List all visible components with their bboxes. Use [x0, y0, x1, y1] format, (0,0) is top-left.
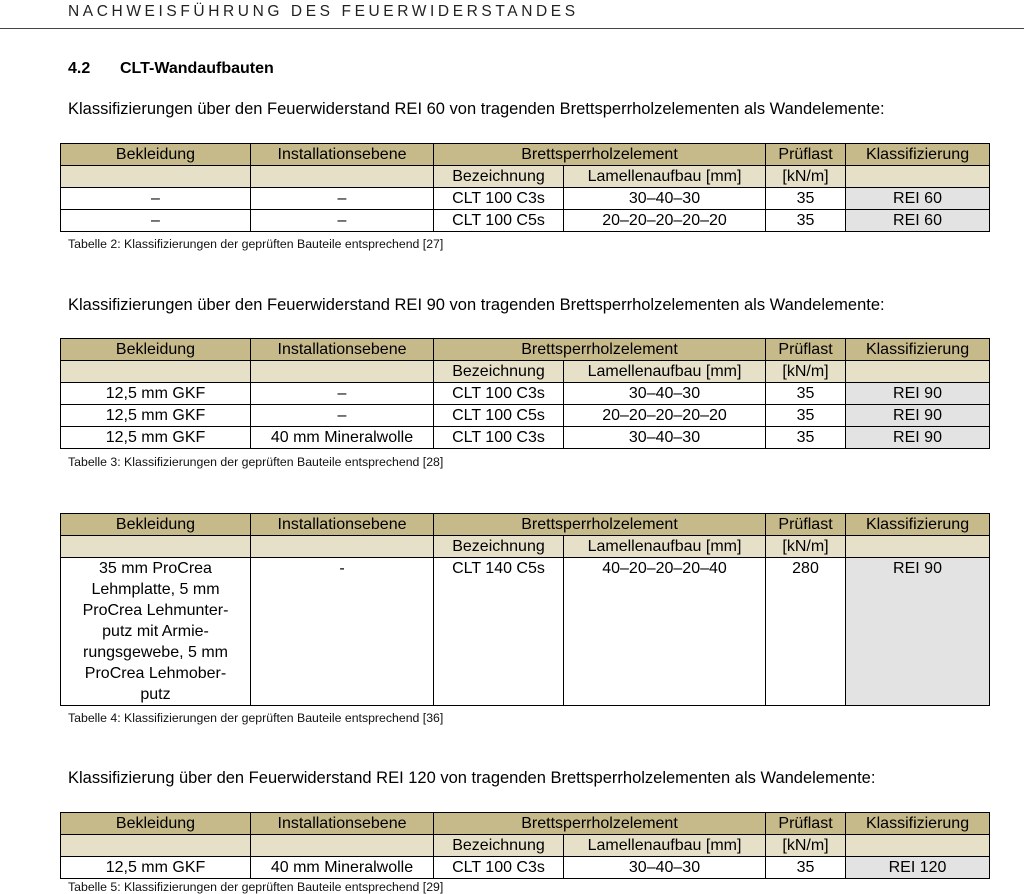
header-installationsebene: Installationsebene	[251, 514, 434, 536]
section-title: CLT-Wandaufbauten	[120, 60, 274, 77]
cell-lamellen: 30–40–30	[564, 427, 766, 449]
cell-klasse: REI 90	[846, 383, 990, 405]
header-bekleidung: Bekleidung	[61, 144, 251, 166]
header-klassifizierung: Klassifizierung	[846, 514, 990, 536]
header-lamellenaufbau: Lamellenaufbau [mm]	[564, 536, 766, 558]
bekleidung-line: 35 mm ProCrea	[99, 560, 212, 577]
bekleidung-line: Lehmplatte, 5 mm	[91, 581, 220, 598]
cell-lamellen: 30–40–30	[564, 857, 766, 879]
cell-bezeichnung: CLT 100 C3s	[434, 383, 564, 405]
cell-bezeichnung: CLT 140 C5s	[434, 558, 564, 706]
header-bezeichnung: Bezeichnung	[434, 835, 564, 857]
header-installationsebene: Installationsebene	[251, 144, 434, 166]
header-klassifizierung: Klassifizierung	[846, 144, 990, 166]
header-blank	[61, 166, 251, 188]
header-prueflast: Prüflast	[766, 514, 846, 536]
cell-lamellen: 30–40–30	[564, 188, 766, 210]
table-caption: Tabelle 3: Klassifizierungen der geprüften Bauteile entsprechend [28]	[68, 455, 444, 469]
header-bezeichnung: Bezeichnung	[434, 166, 564, 188]
cell-prueflast: 35	[766, 857, 846, 879]
header-bekleidung: Bekleidung	[61, 514, 251, 536]
cell-lamellen: 30–40–30	[564, 383, 766, 405]
header-installationsebene: Installationsebene	[251, 339, 434, 361]
bekleidung-line: ProCrea Lehmober-	[84, 665, 227, 682]
header-blank	[61, 835, 251, 857]
intro-text: Klassifizierung über den Feuerwiderstand REI 120 von tragenden Brettsperrholzelementen als Wandelemente:	[68, 769, 876, 787]
cell-installation: 40 mm Mineralwolle	[251, 857, 434, 879]
cell-bekleidung: –	[61, 188, 251, 210]
header-element: Brettsperrholzelement	[434, 144, 766, 166]
cell-klasse: REI 90	[846, 405, 990, 427]
header-rule	[0, 28, 1024, 29]
bekleidung-line: putz mit Armie-	[102, 623, 209, 640]
header-bekleidung: Bekleidung	[61, 813, 251, 835]
header-klassifizierung: Klassifizierung	[846, 339, 990, 361]
header-klassifizierung: Klassifizierung	[846, 813, 990, 835]
header-blank	[846, 835, 990, 857]
running-header: NACHWEISFÜHRUNG DES FEUERWIDERSTANDES	[68, 3, 579, 20]
section-number: 4.2	[68, 60, 91, 77]
header-element: Brettsperrholzelement	[434, 813, 766, 835]
cell-bezeichnung: CLT 100 C5s	[434, 210, 564, 232]
header-blank	[251, 361, 434, 383]
table-row	[61, 210, 990, 232]
classification-table	[60, 338, 990, 449]
cell-prueflast: 35	[766, 210, 846, 232]
header-bezeichnung: Bezeichnung	[434, 536, 564, 558]
cell-lamellen: 20–20–20–20–20	[564, 405, 766, 427]
header-bezeichnung: Bezeichnung	[434, 361, 564, 383]
table-caption: Tabelle 5: Klassifizierungen der geprüften Bauteile entsprechend [29]	[68, 880, 444, 894]
header-lamellenaufbau: Lamellenaufbau [mm]	[564, 166, 766, 188]
header-unit: [kN/m]	[766, 361, 846, 383]
classification-table	[60, 513, 990, 706]
table-row	[61, 427, 990, 449]
cell-installation: -	[251, 558, 434, 706]
cell-lamellen: 20–20–20–20–20	[564, 210, 766, 232]
cell-lamellen: 40–20–20–20–40	[564, 558, 766, 706]
header-blank	[251, 166, 434, 188]
section-heading	[68, 60, 274, 78]
bekleidung-line: putz	[140, 686, 171, 703]
cell-installation: –	[251, 405, 434, 427]
cell-klasse: REI 60	[846, 210, 990, 232]
header-installationsebene: Installationsebene	[251, 813, 434, 835]
header-blank	[251, 835, 434, 857]
table-caption: Tabelle 2: Klassifizierungen der geprüften Bauteile entsprechend [27]	[68, 237, 444, 251]
classification-table	[60, 143, 990, 232]
header-prueflast: Prüflast	[766, 339, 846, 361]
cell-klasse: REI 60	[846, 188, 990, 210]
cell-klasse: REI 90	[846, 558, 990, 706]
header-unit: [kN/m]	[766, 166, 846, 188]
cell-bekleidung: 12,5 mm GKF	[61, 427, 251, 449]
table-row	[61, 558, 990, 706]
header-blank	[61, 536, 251, 558]
header-blank	[846, 361, 990, 383]
table-row	[61, 405, 990, 427]
header-element: Brettsperrholzelement	[434, 514, 766, 536]
header-blank	[251, 536, 434, 558]
cell-bekleidung: 12,5 mm GKF	[61, 405, 251, 427]
header-blank	[846, 166, 990, 188]
bekleidung-line: rungsgewebe, 5 mm	[83, 644, 228, 661]
cell-prueflast: 280	[766, 558, 846, 706]
table-row	[61, 383, 990, 405]
cell-prueflast: 35	[766, 427, 846, 449]
cell-installation: –	[251, 188, 434, 210]
cell-bekleidung: 12,5 mm GKF	[61, 383, 251, 405]
table-caption: Tabelle 4: Klassifizierungen der geprüften Bauteile entsprechend [36]	[68, 711, 444, 725]
header-blank	[846, 536, 990, 558]
header-lamellenaufbau: Lamellenaufbau [mm]	[564, 835, 766, 857]
cell-bekleidung: 12,5 mm GKF	[61, 857, 251, 879]
classification-table	[60, 812, 990, 879]
cell-bezeichnung: CLT 100 C3s	[434, 427, 564, 449]
cell-klasse: REI 90	[846, 427, 990, 449]
cell-bezeichnung: CLT 100 C5s	[434, 405, 564, 427]
cell-bekleidung: –	[61, 210, 251, 232]
cell-bekleidung	[61, 558, 251, 706]
table-row	[61, 188, 990, 210]
cell-bezeichnung: CLT 100 C3s	[434, 188, 564, 210]
header-blank	[61, 361, 251, 383]
header-element: Brettsperrholzelement	[434, 339, 766, 361]
header-bekleidung: Bekleidung	[61, 339, 251, 361]
cell-klasse: REI 120	[846, 857, 990, 879]
intro-text: Klassifizierungen über den Feuerwiderstand REI 90 von tragenden Brettsperrholzelementen als Wandelemente:	[68, 296, 885, 314]
header-lamellenaufbau: Lamellenaufbau [mm]	[564, 361, 766, 383]
header-unit: [kN/m]	[766, 835, 846, 857]
table-row	[61, 857, 990, 879]
cell-installation: 40 mm Mineralwolle	[251, 427, 434, 449]
intro-text: Klassifizierungen über den Feuerwiderstand REI 60 von tragenden Brettsperrholzelementen als Wandelemente:	[68, 100, 885, 118]
header-prueflast: Prüflast	[766, 813, 846, 835]
cell-bezeichnung: CLT 100 C3s	[434, 857, 564, 879]
cell-prueflast: 35	[766, 405, 846, 427]
cell-prueflast: 35	[766, 383, 846, 405]
header-prueflast: Prüflast	[766, 144, 846, 166]
header-unit: [kN/m]	[766, 536, 846, 558]
cell-installation: –	[251, 383, 434, 405]
cell-prueflast: 35	[766, 188, 846, 210]
bekleidung-line: ProCrea Lehmunter-	[82, 602, 229, 619]
cell-installation: –	[251, 210, 434, 232]
